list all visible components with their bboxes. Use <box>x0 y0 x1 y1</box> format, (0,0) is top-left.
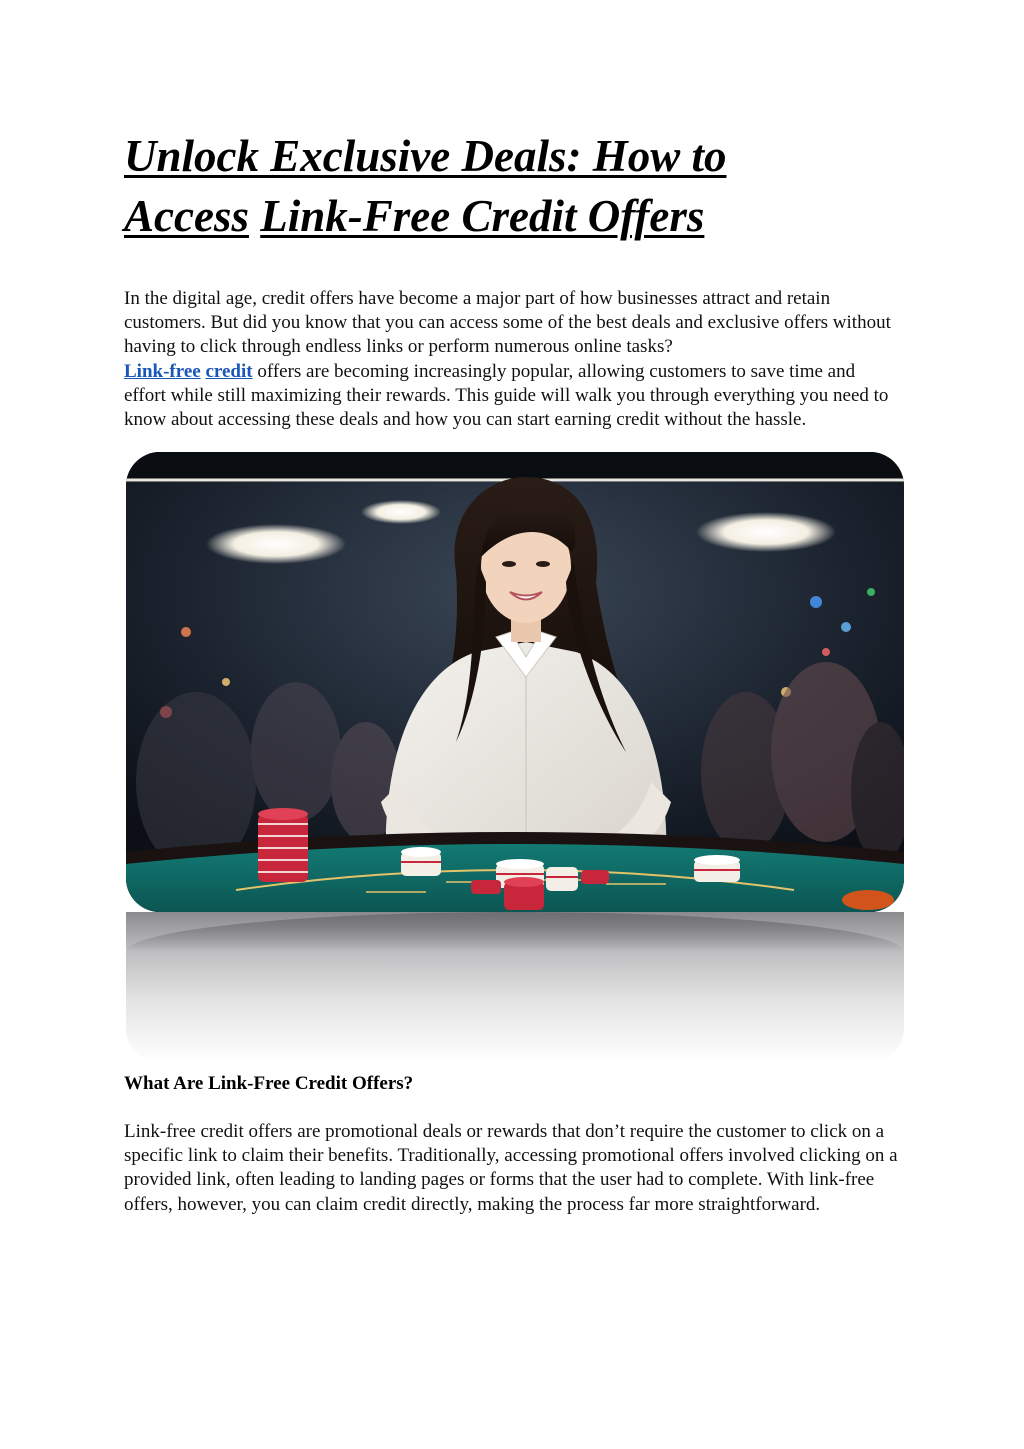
intro-text-before: In the digital age, credit offers have become a major part of how businesses attract and retain customers. But did you know that you can access some of the best deals and exclusive offers without having to click through endless links or perform numerous online tasks? <box>124 288 891 358</box>
article-title <box>124 126 904 246</box>
dealer-eye-right <box>536 561 550 567</box>
section-heading: What Are Link-Free Credit Offers? <box>124 1073 414 1094</box>
dealer-eye-left <box>502 561 516 567</box>
title-link-free-credit-offers-link[interactable]: Link-Free Credit Offers <box>260 191 705 241</box>
casino-photo-illustration <box>126 452 904 912</box>
title-line-1-link[interactable]: Unlock Exclusive Deals: How to <box>124 131 727 181</box>
intro-paragraph <box>124 287 899 432</box>
credit-link[interactable]: credit <box>205 360 253 382</box>
photo-reflection <box>126 912 904 1062</box>
ceiling-band <box>126 452 904 482</box>
ceiling-lamp-icon <box>361 500 441 524</box>
section-paragraph: Link-free credit offers are promotional deals or rewards that don’t require the customer to click on a specific link to claim their benefits. Traditionally, accessing promotional offers involved clicking on a provided link, often leading to landing pages or forms that the user had to complete. With link-free offers, however, you can claim credit directly, making the process far more straightforward. <box>124 1121 898 1215</box>
link-free-link[interactable]: Link-free <box>124 360 201 382</box>
casino-dealer-photo <box>126 452 904 912</box>
ceiling-lamp-icon <box>206 524 346 564</box>
ceiling-lamp-icon <box>696 512 836 552</box>
chip-stack-left <box>258 808 308 882</box>
intro-text-after: offers are becoming increasingly popular, allowing customers to save time and effort while still maximizing their rewards. This guide will walk you through everything you need to know about accessing these deals and how you can start earning credit without the hassle. <box>124 360 889 431</box>
title-access-link[interactable]: Access <box>124 191 249 241</box>
